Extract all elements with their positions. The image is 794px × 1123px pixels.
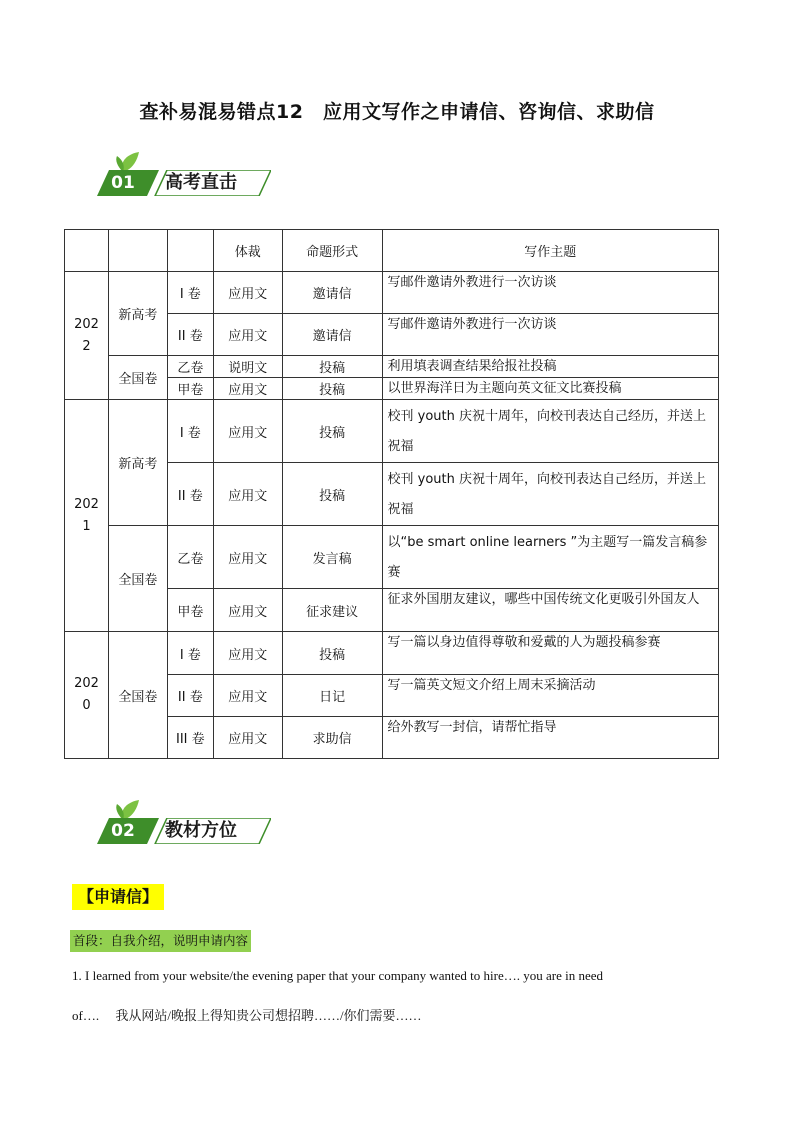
first-paragraph-label: 首段：自我介绍，说明申请内容: [70, 930, 251, 952]
topic-cell: 校刊 youth 庆祝十周年，向校刊表达自己经历，并送上祝福: [382, 400, 719, 463]
genre-cell: 应用文: [213, 589, 282, 632]
topic-cell: 校刊 youth 庆祝十周年，向校刊表达自己经历，并送上祝福: [382, 463, 719, 526]
form-cell: 投稿: [282, 378, 382, 400]
genre-cell: 应用文: [213, 378, 282, 400]
region-cell: 全国卷: [108, 632, 167, 759]
paper-cell: I 卷: [167, 632, 213, 675]
genre-cell: 应用文: [213, 314, 282, 356]
genre-cell: 应用文: [213, 632, 282, 675]
region-cell: 新高考: [108, 400, 167, 526]
header-cell: [108, 230, 167, 272]
table-row: [65, 526, 719, 589]
paper-cell: I 卷: [167, 400, 213, 463]
region-cell: 全国卷: [108, 526, 167, 632]
year-cell: 202 0: [65, 632, 109, 759]
genre-cell: 应用文: [213, 675, 282, 717]
paper-cell: 乙卷: [167, 526, 213, 589]
section-label: 高考直击: [165, 172, 237, 193]
form-cell: 投稿: [282, 463, 382, 526]
header-cell: [65, 230, 109, 272]
section-label: 教材方位: [165, 820, 237, 841]
table-row: [65, 356, 719, 378]
topic-cell: 写一篇英文短文介绍上周末采摘活动: [382, 675, 719, 717]
region-cell: 全国卷: [108, 356, 167, 400]
topic-cell: 写邮件邀请外教进行一次访谈: [382, 272, 719, 314]
topic-cell: 以“be smart online learners ”为主题写一篇发言稿参赛: [382, 526, 719, 589]
table-row: [65, 272, 719, 314]
genre-cell: 说明文: [213, 356, 282, 378]
topic-cell: 利用填表调查结果给报社投稿: [382, 356, 719, 378]
year-cell: 202 1: [65, 400, 109, 632]
paper-cell: 甲卷: [167, 378, 213, 400]
paper-cell: 甲卷: [167, 589, 213, 632]
form-cell: 投稿: [282, 356, 382, 378]
paper-cell: III 卷: [167, 717, 213, 759]
paper-cell: II 卷: [167, 463, 213, 526]
page-title: 查补易混易错点12 应用文写作之申请信、咨询信、求助信: [139, 101, 655, 123]
form-cell: 征求建议: [282, 589, 382, 632]
table-row: [65, 400, 719, 463]
topic-cell: 给外教写一封信，请帮忙指导: [382, 717, 719, 759]
header-cell: [167, 230, 213, 272]
section-number: 02: [111, 821, 135, 841]
region-cell: 新高考: [108, 272, 167, 356]
example-sentence-line-2: of…. 我从网站/晚报上得知贵公司想招聘……/你们需要……: [72, 1008, 422, 1023]
topic-cell: 以世界海洋日为主题向英文征文比赛投稿: [382, 378, 719, 400]
year-cell: 202 2: [65, 272, 109, 400]
paper-cell: II 卷: [167, 675, 213, 717]
header-cell: 写作主题: [382, 230, 719, 272]
form-cell: 投稿: [282, 400, 382, 463]
genre-cell: 应用文: [213, 526, 282, 589]
table-row: [65, 632, 719, 675]
topic-cell: 写一篇以身边值得尊敬和爱戴的人为题投稿参赛: [382, 632, 719, 675]
example-sentence-line-1: 1. I learned from your website/the evening paper that your company wanted to hire…. you are in need: [72, 968, 604, 983]
table-header-row: [65, 230, 719, 272]
form-cell: 投稿: [282, 632, 382, 675]
application-letter-heading: 【申请信】: [72, 884, 164, 910]
form-cell: 求助信: [282, 717, 382, 759]
form-cell: 邀请信: [282, 314, 382, 356]
header-cell: 体裁: [213, 230, 282, 272]
topic-cell: 写邮件邀请外教进行一次访谈: [382, 314, 719, 356]
genre-cell: 应用文: [213, 272, 282, 314]
section-number: 01: [111, 173, 135, 193]
section-badge-1: [95, 150, 275, 200]
genre-cell: 应用文: [213, 400, 282, 463]
paper-cell: II 卷: [167, 314, 213, 356]
form-cell: 发言稿: [282, 526, 382, 589]
form-cell: 邀请信: [282, 272, 382, 314]
exam-table: [64, 229, 719, 759]
paper-cell: 乙卷: [167, 356, 213, 378]
header-cell: 命题形式: [282, 230, 382, 272]
topic-cell: 征求外国朋友建议，哪些中国传统文化更吸引外国友人: [382, 589, 719, 632]
genre-cell: 应用文: [213, 463, 282, 526]
section-badge-2: [95, 798, 275, 848]
form-cell: 日记: [282, 675, 382, 717]
genre-cell: 应用文: [213, 717, 282, 759]
paper-cell: I 卷: [167, 272, 213, 314]
